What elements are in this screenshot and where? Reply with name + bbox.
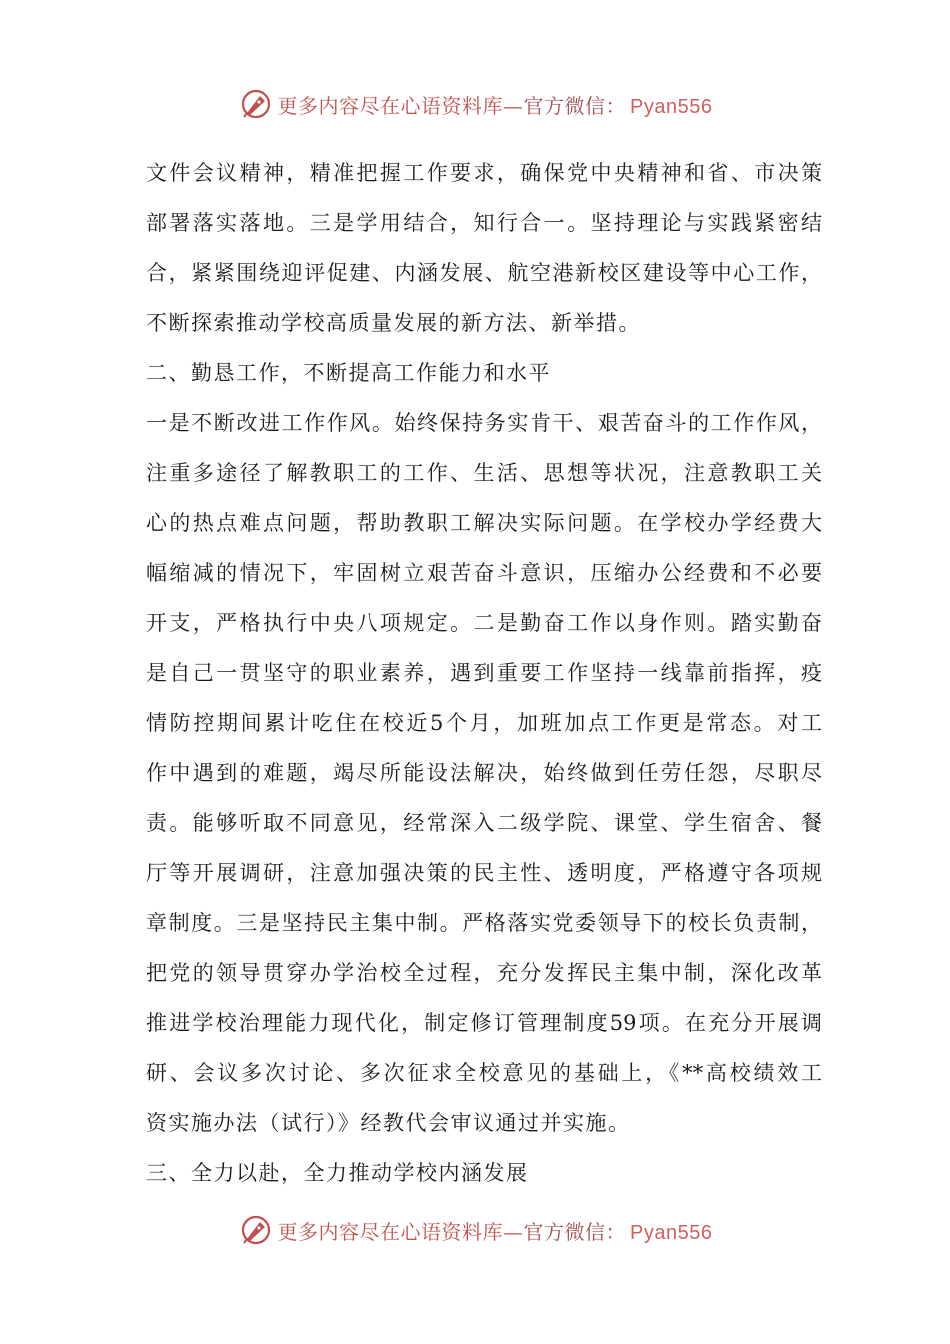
text-line: 幅缩减的情况下，牢固树立艰苦奋斗意识，压缩办公经费和不必要 xyxy=(146,561,822,585)
watermark-text xyxy=(278,90,713,119)
text-line: 二、勤恳工作，不断提高工作能力和水平 xyxy=(146,361,551,385)
text-line: 资实施办法（试行）》经教代会审议通过并实施。 xyxy=(146,1111,631,1135)
watermark-main-text: 更多内容尽在心语资料库 xyxy=(277,93,504,118)
text-line: 部署落实落地。三是学用结合，知行合一。坚持理论与实践紧密结 xyxy=(146,211,822,235)
text-line: 作中遇到的难题，竭尽所能设法解决，始终做到任劳任怨，尽职尽 xyxy=(146,761,822,785)
watermark-banner-bottom xyxy=(0,1210,950,1250)
text-line: 推进学校治理能力现代化，制定修订管理制度59项。在充分开展调 xyxy=(146,1011,822,1035)
text-line: 厅等开展调研，注意加强决策的民主性、透明度，严格遵守各项规 xyxy=(146,861,822,885)
text-line: 不断探索推动学校高质量发展的新方法、新举措。 xyxy=(146,311,641,335)
watermark-sub-text: 官方微信： xyxy=(523,93,627,118)
text-line: 三、全力以赴，全力推动学校内涵发展 xyxy=(146,1161,529,1185)
pen-nib-logo-icon xyxy=(238,1212,274,1248)
text-line: 情防控期间累计吃住在校近5个月，加班加点工作更是常态。对工 xyxy=(146,711,822,735)
text-line: 合，紧紧围绕迎评促建、内涵发展、航空港新校区建设等中心工作， xyxy=(146,261,822,285)
watermark-sub-text: 官方微信： xyxy=(523,1219,627,1244)
watermark-banner-top xyxy=(0,84,950,124)
watermark-main-text: 更多内容尽在心语资料库 xyxy=(277,1219,504,1244)
pen-nib-logo-icon xyxy=(238,86,274,122)
text-line: 文件会议精神，精准把握工作要求，确保党中央精神和省、市决策 xyxy=(146,161,822,185)
text-line: 是自己一贯坚守的职业素养，遇到重要工作坚持一线靠前指挥，疫 xyxy=(146,661,822,685)
text-line: 章制度。三是坚持民主集中制。严格落实党委领导下的校长负责制， xyxy=(146,911,822,935)
text-line: 开支，严格执行中央八项规定。二是勤奋工作以身作则。踏实勤奋 xyxy=(146,611,822,635)
text-line: 责。能够听取不同意见，经常深入二级学院、课堂、学生宿舍、餐 xyxy=(146,811,822,835)
watermark-id: Pyan556 xyxy=(630,1221,713,1244)
watermark-dash: — xyxy=(503,93,524,118)
watermark-dash: — xyxy=(503,1219,524,1244)
watermark-id: Pyan556 xyxy=(630,95,713,118)
text-line: 把党的领导贯穿办学治校全过程，充分发挥民主集中制，深化改革 xyxy=(146,961,822,985)
text-line: 一是不断改进工作作风。始终保持务实肯干、艰苦奋斗的工作作风， xyxy=(146,411,822,435)
document-body xyxy=(146,148,822,1198)
watermark-text xyxy=(278,1216,713,1245)
text-line: 注重多途径了解教职工的工作、生活、思想等状况，注意教职工关 xyxy=(146,461,822,485)
text-line: 心的热点难点问题，帮助教职工解决实际问题。在学校办学经费大 xyxy=(146,511,822,535)
text-line: 研、会议多次讨论、多次征求全校意见的基础上，《**高校绩效工 xyxy=(146,1061,822,1085)
